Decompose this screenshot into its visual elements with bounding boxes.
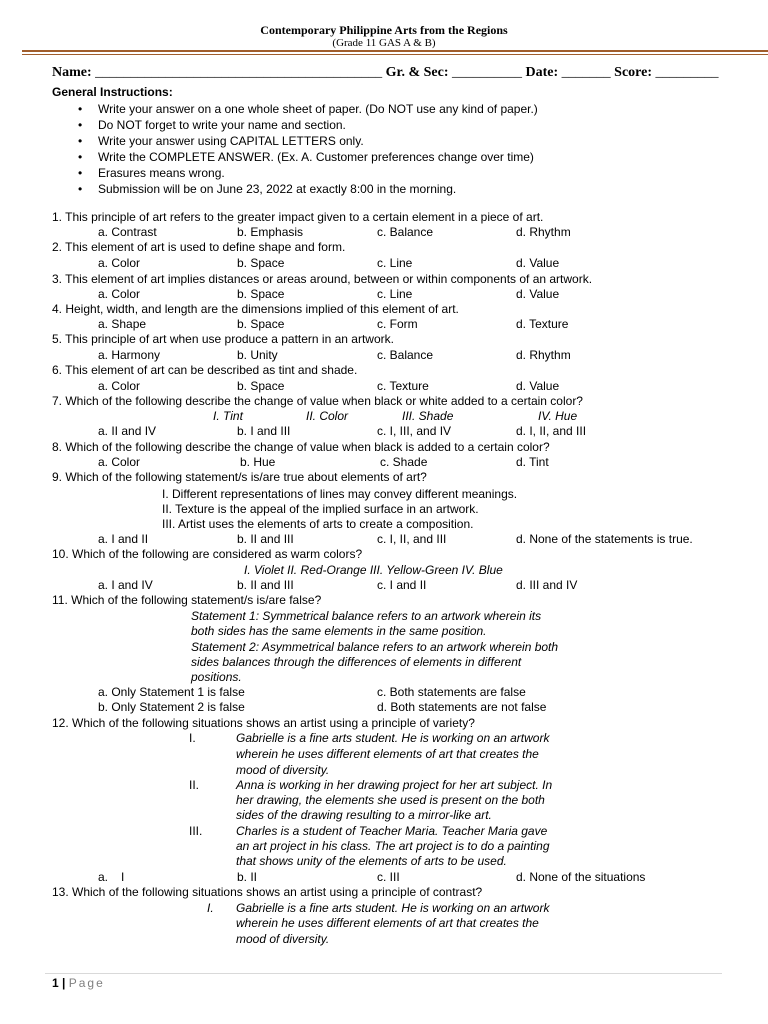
choice-b: b. Space <box>237 287 285 301</box>
choice-b: b. Only Statement 2 is false <box>98 700 245 714</box>
choice-d: d. Value <box>516 256 560 270</box>
situation-text: Charles is a student of Teacher Maria. Teacher Maria gave <box>236 824 548 838</box>
choice-a: a. Harmony <box>98 348 161 362</box>
page-footer <box>52 976 105 990</box>
choice-b: b. II <box>237 870 258 884</box>
question-10: 10. Which of the following are considered as warm colors? <box>52 547 363 561</box>
choice-c: c. Line <box>377 287 413 301</box>
section-label: Gr. & Sec: <box>385 65 449 80</box>
choice-c: c. I, III, and IV <box>377 424 452 438</box>
statement-iii: III. Artist uses the elements of arts to create a composition. <box>162 517 474 531</box>
choice-a: a. Shape <box>98 317 147 331</box>
document-title: Contemporary Philippine Arts from the Regions <box>260 23 508 37</box>
choice-a: a. I and IV <box>98 578 153 592</box>
situation-text: mood of diversity. <box>236 763 330 777</box>
instructions-title: General Instructions: <box>52 85 173 99</box>
student-info-line <box>52 65 719 81</box>
choice-d: d. Rhythm <box>516 348 571 362</box>
choice-a: a. Color <box>98 287 141 301</box>
choice-b: b. Hue <box>240 455 276 469</box>
choice-a: a. Color <box>98 455 141 469</box>
choice-c: c. Shade <box>380 455 428 469</box>
header-rule-thick <box>22 50 768 52</box>
statement-line: Statement 2: Asymmetrical balance refers to an artwork wherein both <box>191 640 559 654</box>
question-11: 11. Which of the following statement/s is/are false? <box>52 593 322 607</box>
question-4: 4. Height, width, and length are the dimensions implied of this element of art. <box>52 302 459 316</box>
footer-rule <box>45 973 722 974</box>
option-i: I. Tint <box>213 409 243 423</box>
question-3: 3. This element of art implies distances or areas around, between or within components of an artwork. <box>52 272 593 286</box>
situation-text: Gabrielle is a fine arts student. He is working on an artwork <box>236 731 550 745</box>
choice-a: a. I and II <box>98 532 149 546</box>
statement-line: both sides has the same elements in the same position. <box>191 624 487 638</box>
choice-c: c. III <box>377 870 400 884</box>
choice-b: b. II and III <box>237 532 294 546</box>
choice-a-value: I <box>121 870 125 884</box>
choice-c: c. Both statements are false <box>377 685 526 699</box>
question-1: 1. This principle of art refers to the greater impact given to a certain element in a piece of art. <box>52 210 544 224</box>
choice-b: b. Unity <box>237 348 278 362</box>
color-options: I. Violet II. Red-Orange III. Yellow-Green IV. Blue <box>244 563 503 577</box>
choice-c: c. Texture <box>377 379 429 393</box>
question-6: 6. This element of art can be described as tint and shade. <box>52 363 358 377</box>
question-7: 7. Which of the following describe the change of value when black or white added to a certain color? <box>52 394 583 408</box>
footer-separator: | <box>62 976 66 990</box>
choice-d: d. I, II, and III <box>516 424 587 438</box>
situation-number: I. <box>207 901 214 915</box>
score-blank: _________ <box>655 65 719 80</box>
header-rule-thin <box>22 54 768 55</box>
choice-b: b. Space <box>237 379 285 393</box>
choice-b: b. I and III <box>237 424 291 438</box>
situation-number: III. <box>189 824 203 838</box>
choice-d: d. None of the situations <box>516 870 646 884</box>
situation-text: wherein he uses different elements of art that creates the <box>236 747 539 761</box>
name-label: Name: <box>52 65 92 80</box>
choice-a: a. Contrast <box>98 225 157 239</box>
choice-b: b. Space <box>237 256 285 270</box>
choice-c: c. Balance <box>377 348 434 362</box>
page-word: Page <box>68 976 105 990</box>
name-blank: _________________________________________ <box>95 65 383 80</box>
choice-a: a. Only Statement 1 is false <box>98 685 245 699</box>
choice-d: d. None of the statements is true. <box>516 532 693 546</box>
choice-b: b. II and III <box>237 578 294 592</box>
option-iv: IV. Hue <box>538 409 578 423</box>
choice-c: c. Line <box>377 256 413 270</box>
choice-d: d. Texture <box>516 317 569 331</box>
document-subtitle: (Grade 11 GAS A & B) <box>332 37 436 49</box>
choice-c: c. I and II <box>377 578 427 592</box>
option-iii: III. Shade <box>402 409 454 423</box>
page-number: 1 <box>52 976 59 990</box>
statement-line: sides balances through the differences of elements in different <box>191 655 522 669</box>
situation-text: Anna is working in her drawing project for her art subject. In <box>236 778 553 792</box>
choice-a: a. II and IV <box>98 424 157 438</box>
choice-a: a. <box>98 870 109 884</box>
score-label: Score: <box>614 65 653 80</box>
situation-text: an art project in his class. The art project is to do a painting <box>236 839 550 853</box>
statement-ii: II. Texture is the appeal of the implied surface in an artwork. <box>162 502 479 516</box>
date-blank: _______ <box>561 65 611 80</box>
option-ii: II. Color <box>306 409 349 423</box>
question-9: 9. Which of the following statement/s is/are true about elements of art? <box>52 470 427 484</box>
situation-number: II. <box>189 778 200 792</box>
question-5: 5. This principle of art when use produce a pattern in an artwork. <box>52 332 394 346</box>
section-blank: __________ <box>452 65 523 80</box>
situation-text: that shows unity of the elements of arts to be used. <box>236 854 507 868</box>
choice-d: d. Tint <box>516 455 549 469</box>
choice-d: d. Both statements are not false <box>377 700 547 714</box>
situation-text: sides of the drawing resulting to a mirror-like art. <box>236 808 492 822</box>
situation-text: mood of diversity. <box>236 932 330 946</box>
question-13: 13. Which of the following situations shows an artist using a principle of contrast? <box>52 885 483 899</box>
question-2: 2. This element of art is used to define shape and form. <box>52 240 346 254</box>
choice-a: a. Color <box>98 256 141 270</box>
choice-a: a. Color <box>98 379 141 393</box>
situation-text: her drawing, the elements she used is present on the both <box>236 793 545 807</box>
choice-d: d. III and IV <box>516 578 578 592</box>
question-12: 12. Which of the following situations shows an artist using a principle of variety? <box>52 716 475 730</box>
situation-text: wherein he uses different elements of art that creates the <box>236 916 539 930</box>
choice-d: d. Value <box>516 287 560 301</box>
question-8: 8. Which of the following describe the change of value when black is added to a certain color? <box>52 440 550 454</box>
choice-c: c. Balance <box>377 225 434 239</box>
statement-i: I. Different representations of lines may convey different meanings. <box>162 487 518 501</box>
statement-line: positions. <box>191 670 242 684</box>
choice-b: b. Space <box>237 317 285 331</box>
choice-c: c. I, II, and III <box>377 532 447 546</box>
statement-line: Statement 1: Symmetrical balance refers to an artwork wherein its <box>191 609 542 623</box>
choice-d: d. Rhythm <box>516 225 571 239</box>
choice-b: b. Emphasis <box>237 225 304 239</box>
choice-d: d. Value <box>516 379 560 393</box>
situation-number: I. <box>189 731 196 745</box>
situation-text: Gabrielle is a fine arts student. He is working on an artwork <box>236 901 550 915</box>
choice-c: c. Form <box>377 317 418 331</box>
date-label: Date: <box>525 65 559 80</box>
